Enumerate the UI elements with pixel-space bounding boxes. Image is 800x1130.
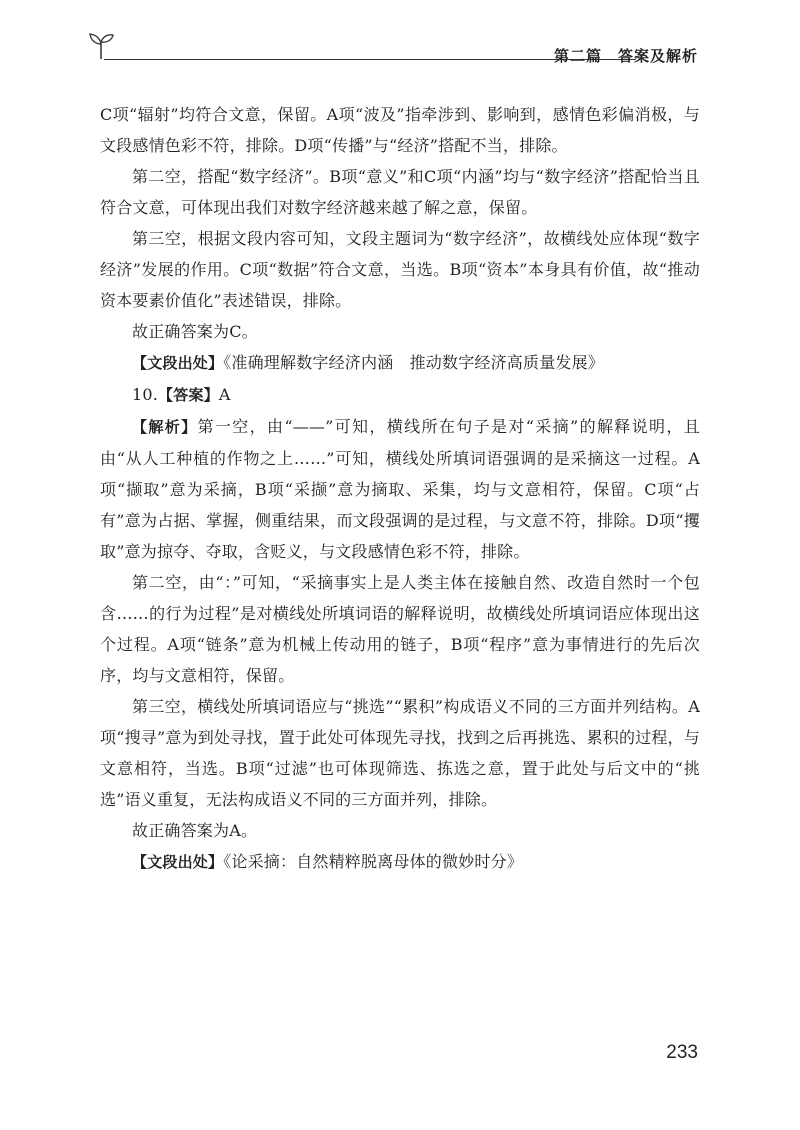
answer-tag: 【答案】 bbox=[158, 386, 219, 404]
question-number: 10. bbox=[132, 385, 159, 404]
paragraph: 第三空，根据文段内容可知，文段主题词为“数字经济”，故横线处应体现“数字经济”发展的作用。C项“数据”符合文意，当选。B项“资本”本身具有价值，故“推动资本要素价值化”表述错误，排除。 bbox=[100, 229, 700, 310]
source-tag: 【文段出处】 bbox=[132, 853, 224, 871]
source-title: 《论采摘：自然精粹脱离母体的微妙时分》 bbox=[223, 852, 524, 871]
body-text bbox=[100, 99, 700, 878]
source-line bbox=[100, 347, 700, 379]
paragraph: C项“辐射”均符合文意，保留。A项“波及”指牵涉到、影响到，感情色彩偏消极，与文段感情色彩不符，排除。D项“传播”与“经济”搭配不当，排除。 bbox=[100, 105, 700, 155]
source-tag: 【文段出处】 bbox=[132, 354, 224, 372]
answer-line: 故正确答案为A。 bbox=[132, 821, 258, 840]
sprout-icon bbox=[88, 30, 114, 60]
question-answer bbox=[100, 379, 700, 411]
answer-line: 故正确答案为C。 bbox=[132, 322, 258, 341]
page-number: 233 bbox=[666, 1042, 698, 1063]
source-title: 《准确理解数字经济内涵 推动数字经济高质量发展》 bbox=[223, 353, 605, 372]
analysis-text: 第一空，由“——”可知，横线所在句子是对“采摘”的解释说明，且由“从人工种植的作物之上……”可知，横线处所填词语强调的是采摘这一过程。A项“撷取”意为采摘，B项“采撷”意为摘取、采集，均与文意相符，保留。C项“占有”意为占据、掌握，侧重结果，而文段强调的是过程，与文意不符，排除。D项“攫取”意为掠夺、夺取，含贬义，与文段感情色彩不符，排除。 bbox=[100, 417, 700, 561]
section-title: 第二篇 答案及解析 bbox=[553, 47, 698, 65]
paragraph: 第二空，搭配“数字经济”。B项“意义”和C项“内涵”均与“数字经济”搭配恰当且符合文意，可体现出我们对数字经济越来越了解之意，保留。 bbox=[100, 167, 700, 217]
answer-value: A bbox=[218, 385, 231, 404]
running-header bbox=[88, 30, 698, 70]
analysis-tag: 【解析】 bbox=[132, 418, 198, 436]
source-line bbox=[100, 846, 700, 878]
paragraph: 第三空，横线处所填词语应与“挑选”“累积”构成语义不同的三方面并列结构。A项“搜寻”意为到处寻找，置于此处可体现先寻找，找到之后再挑选、累积的过程，与文意相符，当选。B项“过滤”也可体现筛选、拣选之意，置于此处与后文中的“挑选”语义重复，无法构成语义不同的三方面并列，排除。 bbox=[100, 697, 700, 809]
analysis-paragraph bbox=[100, 411, 700, 567]
paragraph: 第二空，由“：”可知，“采摘事实上是人类主体在接触自然、改造自然时一个包含……的行为过程”是对横线处所填词语的解释说明，故横线处所填词语应体现出这个过程。A项“链条”意为机械上传动用的链子，B项“程序”意为事情进行的先后次序，均与文意相符，保留。 bbox=[100, 573, 700, 685]
